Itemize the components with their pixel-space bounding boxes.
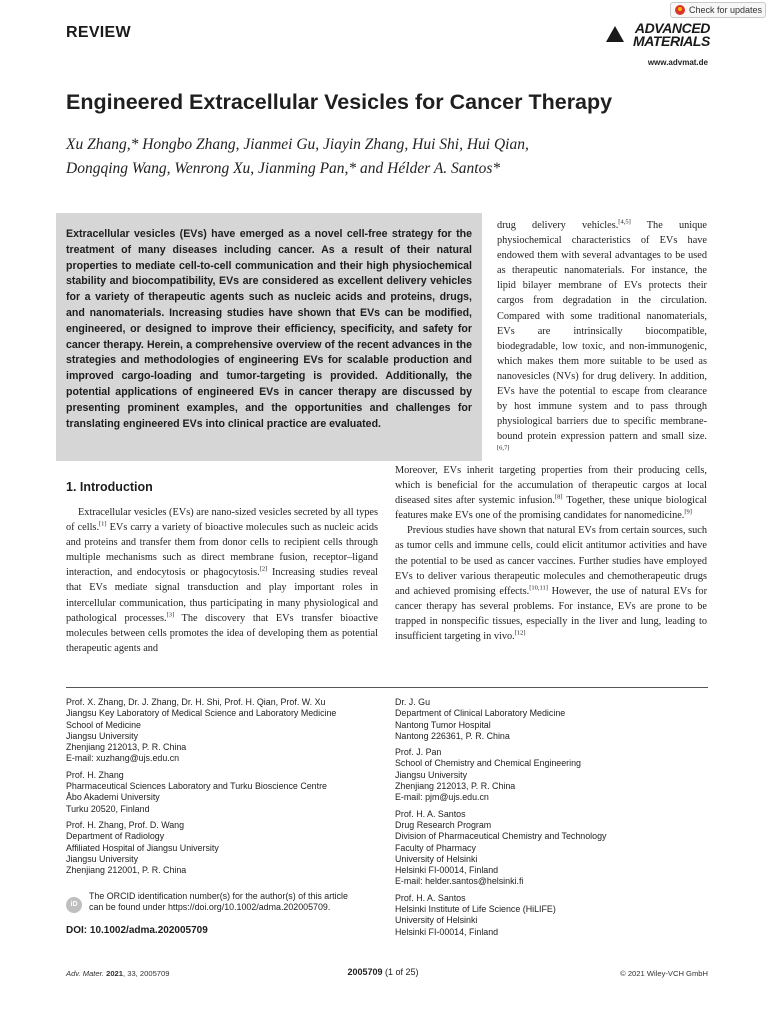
affiliations-right (395, 697, 707, 943)
logo-triangle-icon (606, 26, 624, 42)
affiliation-line: Prof. H. A. Santos (395, 808, 466, 819)
orcid-note-link[interactable]: can be found under https://doi.org/10.1002/adma.202005709. (89, 902, 331, 913)
affiliation-line: Department of Radiology (66, 831, 165, 842)
affiliation-block (395, 809, 707, 888)
body-paragraph: Previous studies have shown that natural EVs from certain sources, such as tumor cells and immune cells, could elicit antitumor activities and have the potential to be used as cancer vaccines. Further studies have employed EVs to deliver various therapeutic molecules and chemotherapeutic drugs and achieved promising effects.[10,11] However, the use of natural EVs for cancer therapy has several problems. For instance, EVs are prone to be trapped in nonspecific tissues, especially in the liver and lung, leading to insufficient targeting in vivo.[12] (395, 525, 707, 643)
affiliation-line: Division of Pharmaceutical Chemistry and Technology (395, 831, 607, 842)
left-column (66, 505, 378, 656)
affiliation-line: Zhenjiang 212013, P. R. China (66, 742, 187, 753)
affiliation-block (66, 697, 376, 765)
article-title: Engineered Extracellular Vesicles for Cancer Therapy (66, 90, 613, 114)
author-line-1: Xu Zhang,* Hongbo Zhang, Jianmei Gu, Jiayin Zhang, Hui Shi, Hui Qian, (66, 136, 529, 153)
abstract-text: Extracellular vesicles (EVs) have emerged as a novel cell-free strategy for the treatment of many diseases including cancer. As a result of their natural properties to mediate cell-to-cell communication and their high physiochemical stability and biocompatibility, EVs are considered as excellent delivery vehicles for a variety of therapeutic agents such as nucleic acids and proteins, drugs, and nanomaterials. Increasing studies have shown that EVs can be modified, engineered, or designed to improve their efficiency, specificity, and safety for cancer therapy. Herein, a comprehensive overview of the recent advances in the strategies and methodologies of engineering EVs for scalable production and improved cargo-loading and tumor-targeting is provided. Additionally, the potential applications of engineered EVs in cancer therapy are discussed by presenting prominent examples, and the opportunities and challenges for translating engineered EVs into clinical practice are evaluated. (66, 228, 472, 430)
affiliation-line: Zhenjiang 212001, P. R. China (66, 865, 187, 876)
orcid-note-line: The ORCID identification number(s) for the author(s) of this article (89, 891, 348, 901)
affiliation-line: Jiangsu University (66, 853, 139, 864)
citation-link[interactable]: [3] (166, 611, 175, 619)
affiliation-line: Helsinki FI-00014, Finland (395, 865, 499, 876)
affiliation-block (395, 697, 707, 742)
affiliation-block (395, 747, 707, 803)
affiliation-line: Turku 20520, Finland (66, 803, 150, 814)
affiliation-line: Jiangsu Key Laboratory of Medical Science and Laboratory Medicine (66, 708, 337, 719)
citation-link[interactable]: [4,5] (618, 218, 631, 226)
journal-logo (606, 22, 710, 48)
footer-citation: Adv. Mater. 2021, 33, 2005709 (66, 969, 170, 978)
affiliation-line: Faculty of Pharmacy (395, 842, 476, 853)
affiliation-line: Prof. H. A. Santos (395, 892, 466, 903)
logo-line-2: MATERIALS (632, 33, 710, 49)
affiliation-line: Department of Clinical Laboratory Medicine (395, 708, 566, 719)
logo-line-1: ADVANCED (634, 20, 710, 36)
affiliation-line: Affiliated Hospital of Jiangsu University (66, 842, 219, 853)
affiliation-block (66, 820, 376, 876)
right-column-main (395, 463, 707, 644)
footer-copyright: © 2021 Wiley-VCH GmbH (620, 969, 708, 978)
affiliation-line[interactable]: E-mail: pjm@ujs.edu.cn (395, 792, 489, 803)
body-paragraph: Moreover, EVs inherit targeting properties from their producing cells, which is beneficial for the accumulation of therapeutic cargos at local diseased sites after systemic infusion.[8] Together, these unique biological features make EVs one of the promising candidates for nanomedicine.[9] (395, 465, 707, 522)
affiliation-line: Helsinki Institute of Life Science (HiLIFE) (395, 904, 556, 915)
affiliation-line: University of Helsinki (395, 853, 478, 864)
citation-link[interactable]: [10,11] (529, 584, 548, 592)
section-label: REVIEW (66, 24, 131, 41)
affiliations-left (66, 697, 376, 881)
affiliation-line: Pharmaceutical Sciences Laboratory and Turku Bioscience Centre (66, 781, 327, 792)
citation-link[interactable]: [9] (684, 508, 692, 516)
affiliation-line: Nantong Tumor Hospital (395, 719, 491, 730)
affiliation-line: Prof. H. Zhang (66, 769, 124, 780)
affiliation-line: University of Helsinki (395, 915, 478, 926)
affiliation-line: Prof. J. Pan (395, 747, 442, 758)
affiliation-block (395, 893, 707, 938)
orcid-icon: iD (66, 897, 82, 913)
affiliation-line: Prof. X. Zhang, Dr. J. Zhang, Dr. H. Shi, Prof. H. Qian, Prof. W. Xu (66, 697, 326, 707)
citation-link[interactable]: [12] (514, 629, 526, 637)
orcid-note (89, 891, 379, 914)
citation-link[interactable]: [6,7] (497, 444, 510, 452)
affiliation-line[interactable]: E-mail: xuzhang@ujs.edu.cn (66, 753, 180, 764)
citation-link[interactable]: [2] (259, 565, 268, 573)
check-for-updates-button[interactable] (670, 2, 766, 18)
affiliation-line: Helsinki FI-00014, Finland (395, 926, 499, 937)
divider (66, 687, 708, 688)
affiliation-line: Drug Research Program (395, 819, 492, 830)
journal-website-link[interactable]: www.advmat.de (647, 58, 708, 67)
affiliation-line: School of Chemistry and Chemical Engineering (395, 758, 581, 769)
citation-link[interactable]: [1] (99, 520, 107, 528)
right-column-top (497, 218, 707, 460)
author-list (66, 133, 716, 181)
doi-link[interactable]: DOI: 10.1002/adma.202005709 (66, 925, 208, 936)
affiliation-line: Jiangsu University (66, 730, 139, 741)
affiliation-line: Zhenjiang 212013, P. R. China (395, 781, 516, 792)
check-for-updates-label: Check for updates (689, 5, 763, 15)
affiliation-line: Prof. H. Zhang, Prof. D. Wang (66, 819, 185, 830)
affiliation-line: Dr. J. Gu (395, 697, 431, 707)
affiliation-line: Nantong 226361, P. R. China (395, 730, 510, 741)
affiliation-line: Jiangsu University (395, 769, 468, 780)
section-heading: 1. Introduction (66, 480, 153, 494)
author-line-2: Dongqing Wang, Wenrong Xu, Jianming Pan,* and Hélder A. Santos* (66, 160, 501, 177)
body-paragraph: drug delivery vehicles.[4,5] The unique physiochemical characteristics of EVs have endowed them with several advantages to be used as therapeutic nanomaterials. For instance, the lipid bilayer membrane of EVs protects their cargos from degradation in the circulation. Compared with some traditional nanomaterials, EVs are intrinsically biocompatible, biodegradable, low toxic, and non-immunogenic, which makes them more suitable to be used as nanovesicles (NVs) for drug delivery. In addition, EVs have the potential to escape from clearance by host immune system and to pass through physiological barriers due to specific membrane-bound protein expression pattern and small size.[6,7] (497, 218, 707, 452)
body-paragraph: Extracellular vesicles (EVs) are nano-sized vesicles secreted by all types of cells.[1] EVs carry a variety of bioactive molecules such as nucleic acids and proteins and transfer them from donor cells to recipient cells through multiple mechanisms such as direct membrane fusion, receptor–ligand interaction, and endocytosis or phagocytosis.[2] Increasing studies reveal that EVs mediate signal transduction and play important roles in intercellular communication, thus participating in many physiological and pathological processes.[3] The discovery that EVs transfer bioactive molecules between cells promotes the idea of developing them as potential therapeutic agents and (66, 507, 378, 654)
abstract-box (56, 213, 482, 461)
affiliation-block (66, 770, 376, 815)
citation-link[interactable]: [8] (555, 493, 563, 501)
affiliation-line: Åbo Akademi University (66, 792, 160, 803)
affiliation-line: School of Medicine (66, 719, 141, 730)
crossmark-icon (675, 5, 685, 15)
footer-page-number: 2005709 (1 of 25) (347, 967, 419, 977)
affiliation-line[interactable]: E-mail: helder.santos@helsinki.fi (395, 876, 524, 887)
